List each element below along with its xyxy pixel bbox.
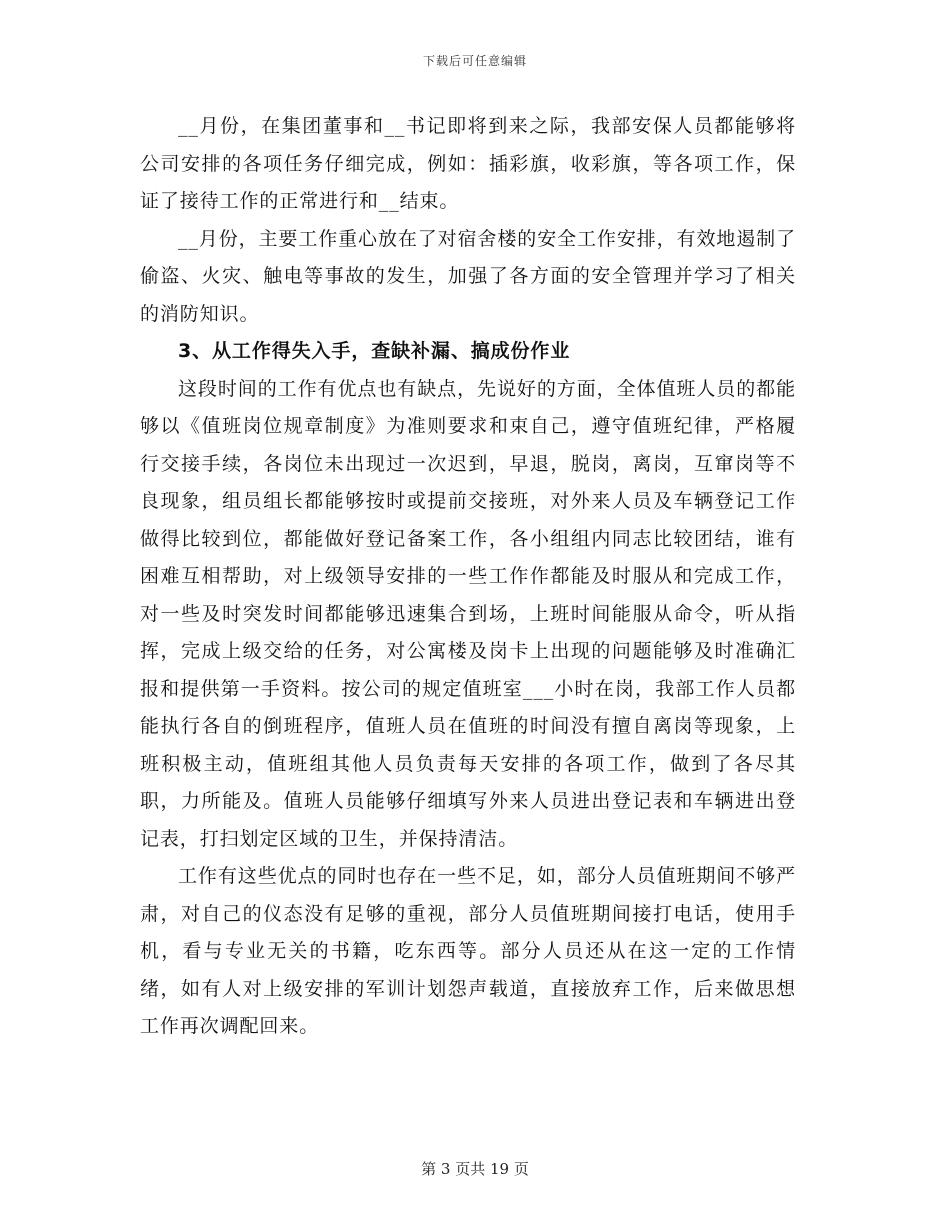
- paragraph: __月份，在集团董事和__书记即将到来之际，我部安保人员都能够将公司安排的各项任务仔细完成，例如：插彩旗，收彩旗，等各项工作，保证了接待工作的正常进行和__结束。: [140, 115, 796, 212]
- document-body: [140, 108, 796, 1046]
- paragraph: 工作有这些优点的同时也存在一些不足，如，部分人员值班期间不够严肃，对自己的仪态没有足够的重视，部分人员值班期间接打电话，使用手机，看与专业无关的书籍，吃东西等。部分人员还从在这一定的工作情绪，如有人对上级安排的军训计划怨声载道，直接放弃工作，后来做思想工作再次调配回来。: [140, 865, 796, 1037]
- section-heading: 3、从工作得失入手，查缺补漏、搞成份作业: [178, 340, 571, 362]
- paragraph: 这段时间的工作有优点也有缺点，先说好的方面，全体值班人员的都能够以《值班岗位规章制度》为准则要求和束自己，遵守值班纪律，严格履行交接手续，各岗位未出现过一次迟到，早退，脱岗，离岗，互窜岗等不良现象，组员组长都能够按时或提前交接班，对外来人员及车辆登记工作做得比较到位，都能做好登记备案工作，各小组组内同志比较团结，谁有困难互相帮助，对上级领导安排的一些工作作都能及时服从和完成工作，对一些及时突发时间都能够迅速集合到场，上班时间能服从命令，听从指挥，完成上级交给的任务，对公寓楼及岗卡上出现的问题能够及时准确汇报和提供第一手资料。按公司的规定值班室___小时在岗，我部工作人员都能执行各自的倒班程序，值班人员在值班的时间没有擅自离岗等现象，上班积极主动，值班组其他人员负责每天安排的各项工作，做到了各尽其职，力所能及。值班人员能够仔细填写外来人员进出登记表和车辆进出登记表，打扫划定区域的卫生，并保持清洁。: [140, 377, 796, 850]
- paragraph: __月份，主要工作重心放在了对宿舍楼的安全工作安排，有效地遏制了偷盗、火灾、触电等事故的发生，加强了各方面的安全管理并学习了相关的消防知识。: [140, 227, 796, 325]
- page-number: 第 3 页共 19 页: [421, 1160, 529, 1178]
- page-header: 下载后可任意编辑: [422, 54, 527, 68]
